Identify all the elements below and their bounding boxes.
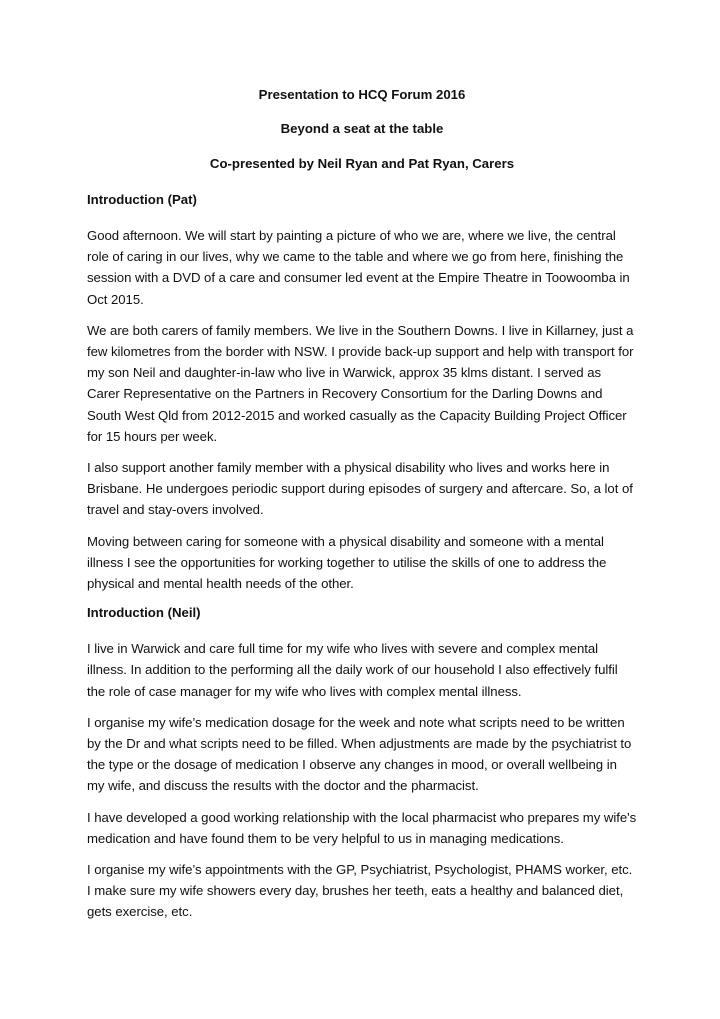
document-title: Presentation to HCQ Forum 2016 bbox=[258, 87, 466, 102]
paragraph: We are both carers of family members. We live in the Southern Downs. I live in Killarney, just a few kilometres from the border with NSW. I provide back-up support and help with transport for my son Neil and daughter-in-law who live in Warwick, approx 35 klms distant. I served as Carer Representative on the Partners in Recovery Consortium for the Darling Downs and South West Qld from 2012-2015 and worked casually as the Capacity Building Project Officer for 15 hours per week. bbox=[87, 322, 634, 444]
paragraph: I live in Warwick and care full time for my wife who lives with severe and complex mental illness. In addition to the performing all the daily work of our household I also effectively fulfil the role of case manager for my wife who lives with complex mental illness. bbox=[87, 641, 618, 699]
section-heading-neil: Introduction (Neil) bbox=[87, 605, 201, 621]
paragraph: I have developed a good working relationship with the local pharmacist who prepares my wife's medication and have found them to be very helpful to us in managing medications. bbox=[87, 809, 637, 846]
paragraph: Moving between caring for someone with a physical disability and someone with a mental illness I see the opportunities for working together to utilise the skills of one to address the physical and mental health needs of the other. bbox=[87, 533, 607, 592]
paragraph: I organise my wife’s appointments with the GP, Psychiatrist, Psychologist, PHAMS worker, etc. I make sure my wife showers every day, brushes her teeth, eats a healthy and balanced diet, gets exercise, etc. bbox=[87, 862, 633, 920]
paragraph: I organise my wife’s medication dosage for the week and note what scripts need to be written by the Dr and what scripts need to be filled. When adjustments are made by the psychiatrist to the type or the dosage of medication I observe any changes in mood, or overall wellbeing in my wife, and discuss the results with the doctor and the pharmacist. bbox=[87, 714, 632, 794]
section-heading-pat: Introduction (Pat) bbox=[87, 192, 197, 207]
document-content bbox=[87, 86, 637, 933]
paragraph: I also support another family member with a physical disability who lives and works here in Brisbane. He undergoes periodic support during episodes of surgery and aftercare. So, a lot of travel and stay-overs involved. bbox=[87, 460, 633, 518]
presenter-line: Co-presented by Neil Ryan and Pat Ryan, Carers bbox=[209, 156, 515, 171]
document-subtitle: Beyond a seat at the table bbox=[280, 121, 444, 136]
paragraph: Good afternoon. We will start by painting a picture of who we are, where we live, the central role of caring in our lives, why we came to the table and where we go from here, finishing the session with a DVD of a care and consumer led event at the Empire Theatre in Toowoomba in Oct 2015. bbox=[87, 228, 630, 307]
